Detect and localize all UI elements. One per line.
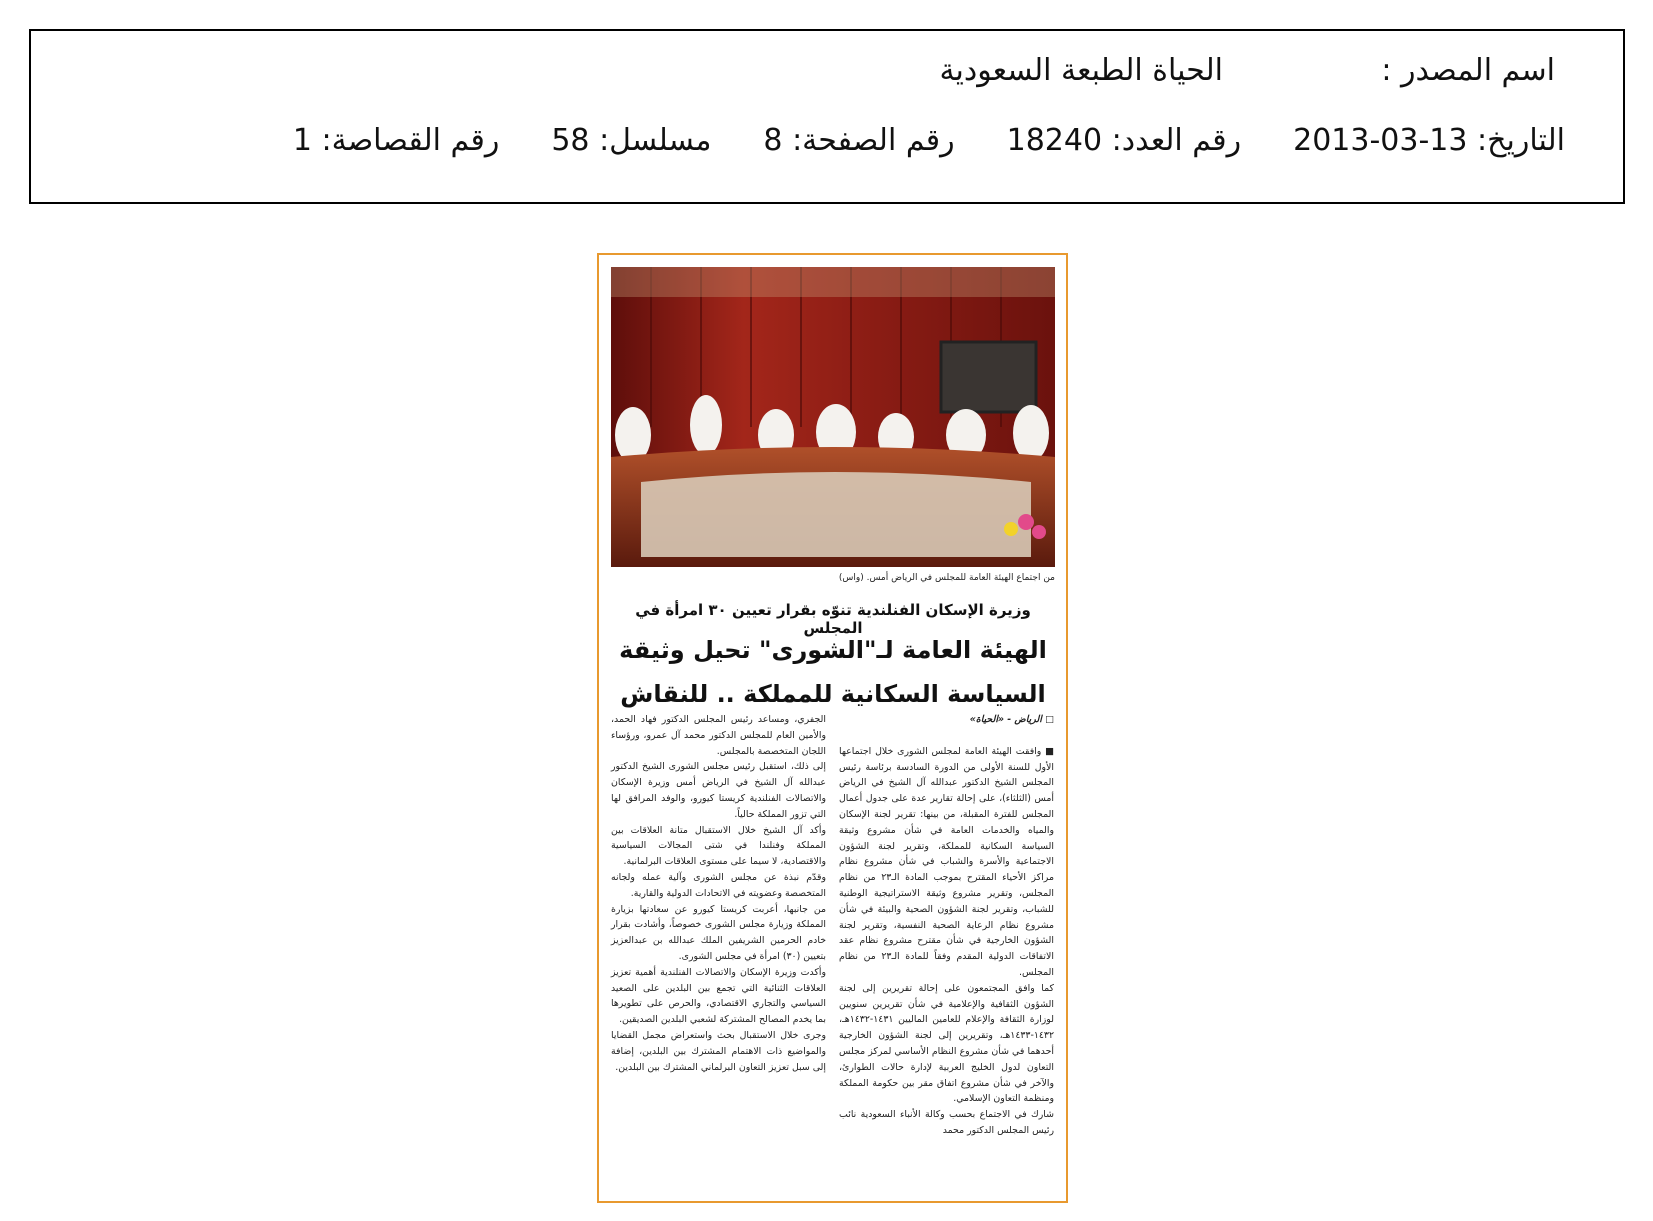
headline-line-1: الهيئة العامة لـ"الشورى" تحيل وثيقة	[619, 636, 1047, 664]
paragraph: الجفري، ومساعد رئيس المجلس الدكتور فهاد الحمد، والأمين العام للمجلس الدكتور محمد آل عمرو، ورؤساء اللجان المتخصصة بالمجلس.	[611, 714, 826, 757]
paragraph: وأكد آل الشيخ خلال الاستقبال متانة العلاقات بين المملكة وفنلندا في شتى المجالات السياسية والاقتصادية، لا سيما على مستوى العلاقات البرلمانية.	[611, 824, 826, 868]
photo-caption: من اجتماع الهيئة العامة للمجلس في الرياض أمس. (واس)	[838, 573, 1055, 583]
article-kicker: وزيرة الإسكان الفنلندية تنوّه بقرار تعيين ٣٠ امرأة في المجلس	[635, 601, 1031, 637]
paragraph: إلى ذلك، استقبل رئيس مجلس الشورى الشيخ الدكتور عبدالله آل الشيخ في الرياض أمس وزيرة الإسكان والاتصالات الفنلندية كريستا كيورو، والوفد المرافق لها التي تزور المملكة حالياً.	[611, 761, 826, 820]
page-number-field: رقم الصفحة: 8	[763, 123, 955, 158]
paragraph: وقدّم نبذة عن مجلس الشورى وآلية عمله ولجانه المتخصصة وعضويته في الاتحادات الدولية والقارية.	[611, 871, 826, 899]
date-field: التاريخ: 2013-03-13	[1293, 123, 1565, 158]
clipping-info-box	[29, 29, 1625, 204]
source-label: اسم المصدر :	[1381, 53, 1555, 88]
issue-number-field: رقم العدد: 18240	[1006, 123, 1242, 158]
paragraph: من جانبها، أعربت كريستا كيورو عن سعادتها بزيارة المملكة وزيارة مجلس الشورى خصوصاً، وأشادت بقرار خادم الحرمين الشريفين الملك عبدالله بن عبدالعزيز بتعيين (٣٠) امرأة في مجلس الشورى.	[611, 903, 826, 962]
meta-row	[241, 123, 1565, 158]
byline: □ الرياض - «الحياة»	[969, 714, 1054, 725]
source-name: الحياة الطبعة السعودية	[939, 53, 1223, 88]
paragraph: كما وافق المجتمعون على إحالة تقريرين إلى لجنة الشؤون الثقافية والإعلامية في شأن تقريرين سنويين لوزارة الثقافة والإعلام للعامين الماليين ١٤٣١-١٤٣٢هـ، ١٤٣٢-١٤٣٣هـ، وتقريرين إلى لجنة الشؤون الخارجية أحدهما في شأن مشروع النظام الأساسي لمركز مجلس التعاون لدول الخليج العربية لإدارة حالات الطوارئ، والآخر في شأن مشروع اتفاق مقر بين حكومة المملكة ومنظمة التعاون الإسلامي.	[839, 982, 1054, 1105]
clip-number-field: رقم القصاصة: 1	[292, 123, 500, 158]
paragraph: وأكدت وزيرة الإسكان والاتصالات الفنلندية أهمية تعزيز العلاقات الثنائية التي تجمع بين البلدين على الصعيد السياسي والتجاري الاقتصادي، والحرص على تطويرها بما يخدم المصالح المشتركة لشعبي البلدين الصديقين.	[611, 966, 826, 1026]
paragraph: شارك في الاجتماع بحسب وكالة الأنباء السعودية نائب رئيس المجلس الدكتور محمد	[839, 1109, 1054, 1136]
serial-field: مسلسل: 58	[551, 123, 712, 158]
meeting-photo	[611, 267, 1055, 567]
paragraph: وجرى خلال الاستقبال بحث واستعراض مجمل القضايا والمواضيع ذات الاهتمام المشترك بين البلدين، إضافة إلى سبل تعزيز التعاون البرلماني المشترك بين البلدين.	[611, 1029, 826, 1073]
headline-line-2: السياسة السكانية للمملكة .. للنقاش	[620, 680, 1046, 708]
newspaper-clipping	[597, 253, 1068, 1203]
article-column-left	[611, 712, 826, 1075]
article-headline	[611, 628, 1055, 716]
paragraph: ■ وافقت الهيئة العامة لمجلس الشورى خلال اجتماعها الأول للسنة الأولى من الدورة السادسة برئاسة رئيس المجلس الشيخ الدكتور عبدالله آل الشيخ في الرياض أمس (الثلثاء)، على إحالة تقارير عدة على جدول أعمال المجلس للفترة المقبلة، من بينها: تقرير لجنة الإسكان والمياه والخدمات العامة في شأن مشروع وثيقة السياسة السكانية للمملكة، وتقرير لجنة الشؤون الاجتماعية والأسرة والشباب في شأن مشروع نظام مراكز الأحياء المقترح بموجب المادة الـ٢٣ من نظام المجلس، وتقرير مشروع وثيقة الاستراتيجية الوطنية للشباب، وتقرير لجنة الشؤون الصحية والبيئة في شأن مشروع نظام الرعاية الصحية النفسية، وتقرير لجنة الشؤون الخارجية في شأن مقترح مشروع نظام عقد الاتفاقات الدولية المقدم وفقاً للمادة الـ٢٣ من نظام المجلس.	[839, 745, 1054, 978]
article-column-right	[839, 712, 1054, 1139]
